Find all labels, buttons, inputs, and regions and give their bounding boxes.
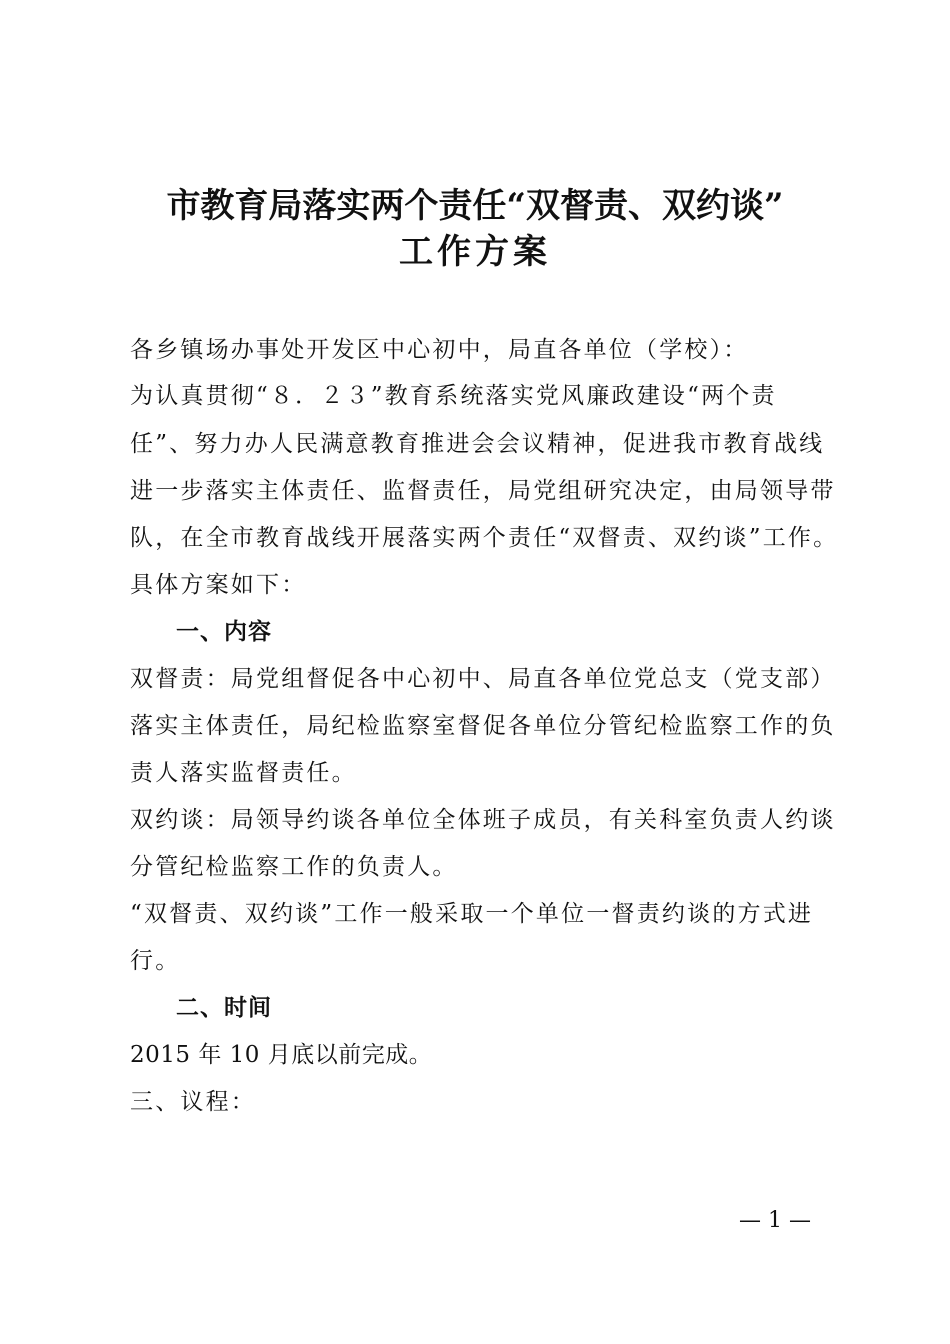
salutation: 各乡镇场办事处开发区中心初中，局直各单位（学校）： xyxy=(130,337,749,363)
content-line-3: 责人落实监督责任。 xyxy=(130,760,357,786)
time-text: 2015 年 10 月底以前完成。 xyxy=(130,1042,433,1068)
section-heading-content: 一、内容 xyxy=(176,619,272,645)
intro-line-5: 具体方案如下： xyxy=(130,572,307,598)
section-heading-time: 二、时间 xyxy=(176,995,272,1021)
intro-line-3: 进一步落实主体责任、监督责任，局党组研究决定，由局领导带 xyxy=(130,478,836,504)
page-number: — 1 — xyxy=(739,1208,811,1233)
section-heading-agenda: 三、议程： xyxy=(130,1089,256,1115)
intro-line-2: 任”、努力办人民满意教育推进会会议精神，促进我市教育战线 xyxy=(130,431,825,457)
intro-line-4: 队，在全市教育战线开展落实两个责任“双督责、双约谈”工作。 xyxy=(130,525,839,551)
document-title: 市教育局落实两个责任“双督责、双约谈” xyxy=(166,186,784,226)
content-line-2: 落实主体责任，局纪检监察室督促各单位分管纪检监察工作的负 xyxy=(130,713,836,739)
document-subtitle: 工作方案 xyxy=(399,232,551,272)
content-line-1: 双督责：局党组督促各中心初中、局直各单位党总支（党支部） xyxy=(130,666,836,692)
intro-line-1: 为认真贯彻“８．２３”教育系统落实党风廉政建设“两个责 xyxy=(130,383,777,409)
content-line-5: 分管纪检监察工作的负责人。 xyxy=(130,854,458,880)
content-line-4: 双约谈：局领导约谈各单位全体班子成员，有关科室负责人约谈 xyxy=(130,807,836,833)
content-line-6: “双督责、双约谈”工作一般采取一个单位一督责约谈的方式进 xyxy=(130,901,814,927)
content-line-7: 行。 xyxy=(130,948,181,974)
